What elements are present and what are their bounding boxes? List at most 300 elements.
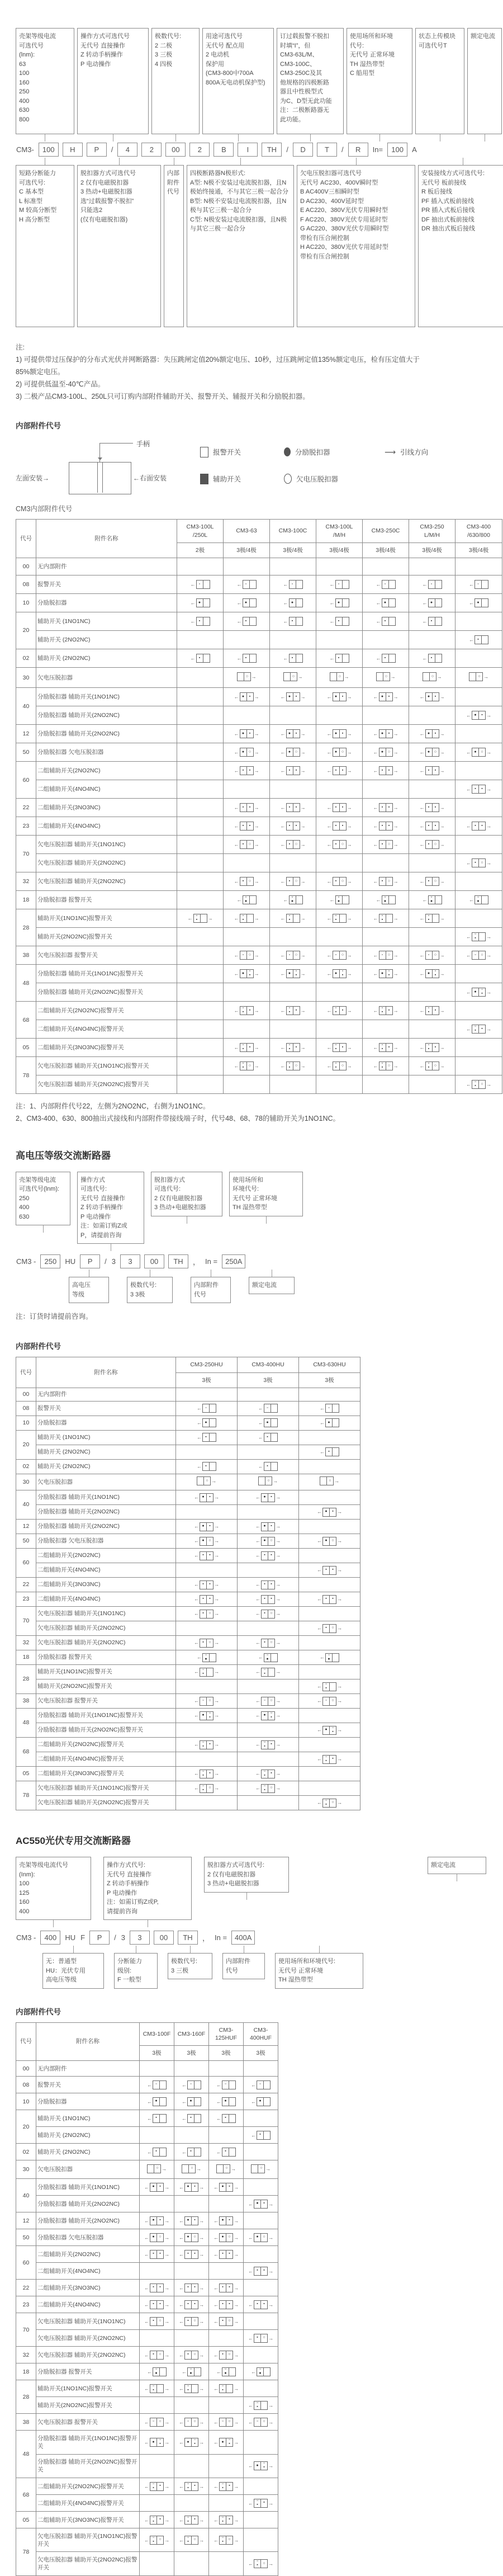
model-prefix: CM3 - <box>16 1933 36 1942</box>
accessory-code: 32 <box>16 872 36 891</box>
table-row <box>16 1490 360 1505</box>
accessory-cell <box>299 1563 360 1578</box>
lead-arrow-right: → <box>196 2165 201 2172</box>
accessory-name: 欠电压脱扣器 辅助开关(2NO2NC)报警开关 <box>36 2552 140 2575</box>
table-row <box>16 668 502 688</box>
accessory-icon: ← ▪ ▪ → <box>420 766 445 775</box>
accessory-cell <box>176 1665 238 1679</box>
accessory-cell <box>316 872 363 891</box>
table-row <box>16 2495 278 2512</box>
accessory-cell <box>174 2160 209 2179</box>
lead-arrow-right: → <box>199 2352 204 2358</box>
accessory-cell <box>177 983 224 1002</box>
table1-notes <box>16 1101 503 1125</box>
accessory-name: 分励脱扣器 报警开关 <box>36 2363 140 2380</box>
option-box-line: 额定电流 <box>471 33 495 40</box>
poles-header: 3极 <box>140 2045 174 2060</box>
lead-arrow-left: ← <box>326 1008 332 1014</box>
option-box-line: C 船用型 <box>350 70 374 77</box>
accessory-cell <box>455 612 502 631</box>
accessory-code: 28 <box>16 1665 36 1694</box>
accessory-name: 二组辅助开关(4NO4NC)报警开关 <box>36 1020 177 1039</box>
accessory-icon: ← ▪ ▪ → <box>281 766 306 775</box>
option-box-line: 125 <box>19 1889 30 1896</box>
option-box-line: 2 二极 <box>155 42 173 49</box>
accessory-cell <box>244 2061 278 2077</box>
accessory-cell <box>270 743 316 762</box>
accessory-cell <box>244 2179 278 2196</box>
accessory-cell <box>455 649 502 668</box>
accessory-name: 辅助开关(1NO1NC)报警开关 <box>36 909 177 928</box>
accessory-cell <box>409 780 455 799</box>
lead-arrow-right: → <box>297 673 303 680</box>
option-box <box>69 1277 109 1303</box>
accessory-cell <box>409 743 455 762</box>
accessory-name: 二组辅助开关(2NO2NC)报警开关 <box>36 1738 176 1752</box>
option-box-line: 代号 <box>167 188 179 195</box>
table-note-line: 注：1、内部附件代号22，左侧为2NO2NC，右侧为1NO1NC。 <box>16 1102 210 1111</box>
accessory-cell <box>299 1738 360 1752</box>
model-token: T <box>317 143 337 157</box>
accessory-cell <box>176 1723 238 1738</box>
accessory-cell <box>316 780 363 799</box>
accessory-cell <box>316 1002 363 1020</box>
accessory-cell <box>409 631 455 649</box>
lead-arrow-right: → <box>439 768 445 774</box>
lead-arrow-left: ← <box>255 1712 260 1719</box>
lead-arrow-left: ← <box>147 2369 152 2375</box>
accessory-icon: ← ▫ ○ → <box>373 951 398 960</box>
accessory-cell <box>244 2280 278 2296</box>
option-box-line: 无代号 正常环境 <box>350 51 395 58</box>
option-box-line: 操作方式代号: <box>107 1862 146 1869</box>
lead-arrow-left: ← <box>258 1464 263 1470</box>
accessory-name: 分励脱扣器 辅助开关(2NO2NC)报警开关 <box>36 1723 176 1738</box>
accessory-icon: ← ▫ ● <box>423 895 442 904</box>
table-row <box>16 1534 360 1549</box>
lead-arrow-left: ← <box>251 2132 256 2138</box>
lead-arrow-left: ← <box>422 600 428 606</box>
accessory-cell <box>455 631 502 649</box>
accessory-icon: ← ● ▫ ▪ → <box>248 2461 273 2470</box>
accessory-name: 分励脱扣器 <box>36 594 177 612</box>
accessory-cell <box>316 762 363 780</box>
lead-arrow-right: → <box>486 1026 491 1032</box>
pv-bottom-option-boxes <box>42 1946 503 1989</box>
accessory-icon: ← ▪ <box>423 654 442 663</box>
legend-label: 欠电压脱扣器 <box>296 475 339 484</box>
lead-arrow-right: → <box>337 1567 342 1573</box>
accessory-icon: ← ● <box>216 2097 236 2106</box>
option-box-line: 分断能力 <box>117 1958 142 1965</box>
lead-arrow-left: ← <box>373 823 378 829</box>
internal-accessory-heading-2: 内部附件代号 <box>16 1342 61 1351</box>
table-row <box>16 1388 360 1401</box>
lead-arrow-right: → <box>337 1727 342 1733</box>
lead-arrow-left: ← <box>234 916 239 922</box>
accessory-cell <box>455 836 502 854</box>
accessory-cell <box>409 891 455 909</box>
option-box <box>77 1172 144 1244</box>
lead-arrow-right: → <box>254 1063 259 1069</box>
table-row <box>16 1002 502 1020</box>
accessory-icon: ← ● ▫ ▪ → <box>194 1711 219 1719</box>
option-box <box>418 165 503 327</box>
accessory-cell <box>316 668 363 688</box>
accessory-icon: ← ▪ ▪ → <box>466 785 491 794</box>
accessory-cell <box>174 2246 209 2263</box>
lead-arrow-right: → <box>162 2165 167 2172</box>
lead-arrow-right: → <box>439 916 445 922</box>
accessory-cell <box>176 1388 238 1401</box>
accessory-code: 00 <box>16 1388 36 1401</box>
accessory-cell <box>299 1796 360 1810</box>
accessory-code: 10 <box>16 1416 36 1430</box>
lead-arrow-left: ← <box>147 2149 152 2155</box>
accessory-icon: ← ● ○ → <box>194 1537 219 1546</box>
accessory-icon: ← ▫ ○ → <box>327 951 352 960</box>
lead-arrow-left: ← <box>216 2098 221 2105</box>
accessory-cell <box>409 612 455 631</box>
accessory-cell <box>209 2263 244 2280</box>
lead-arrow-left: ← <box>179 2419 184 2425</box>
lead-arrow-left: ← <box>182 2082 187 2088</box>
lead-arrow-left: ← <box>144 2184 149 2190</box>
option-box-line: 800A无电动机保护型) <box>206 79 265 86</box>
option-box-line: 环境代号: <box>232 1186 259 1193</box>
notes-label: 注: <box>16 343 25 351</box>
lead-arrow-left: ← <box>280 971 286 977</box>
lead-arrow-left: ← <box>179 2218 184 2224</box>
accessory-name: 辅助开关 (2NO2NC) <box>36 649 177 668</box>
accessory-cell <box>140 2296 174 2313</box>
accessory-cell <box>177 780 224 799</box>
connector-line <box>190 1946 191 1953</box>
accessory-cell <box>455 1057 502 1075</box>
accessory-name: 二组辅助开关(2NO2NC) <box>36 2246 140 2263</box>
accessory-cell <box>140 2431 174 2454</box>
lead-arrow-right: → <box>207 916 213 922</box>
lead-arrow-left: ← <box>320 1405 325 1412</box>
poles-header: 3极 <box>176 1372 238 1388</box>
accessory-icon: ← ● ▫ ▪ → <box>280 969 306 978</box>
lead-arrow-right: → <box>276 1523 281 1530</box>
accessory-cell <box>409 1039 455 1057</box>
option-box-line: 可选代号T <box>419 42 447 49</box>
accessory-name: 分励脱扣器 辅助开关(1NO1NC)报警开关 <box>36 965 177 983</box>
lead-arrow-left: ← <box>182 2115 187 2121</box>
accessory-name: 欠电压脱扣器 辅助开关(2NO2NC) <box>36 854 177 872</box>
accessory-cell <box>270 612 316 631</box>
accessory-icon: ← ● ▪ → <box>179 2216 204 2225</box>
option-box-line: 注：如需订购Z或P, <box>107 1899 159 1906</box>
lead-arrow-left: ← <box>373 731 378 737</box>
accessory-icon: ← ▪ ○ → <box>248 2334 273 2343</box>
table-row <box>16 2552 278 2575</box>
lead-arrow-left: ← <box>144 2218 149 2224</box>
accessory-cell <box>209 2179 244 2196</box>
lead-arrow-left: ← <box>179 2483 184 2489</box>
accessory-icon: ← ▪ ○ → <box>234 877 259 886</box>
accessory-icon: ← ▫ ● <box>258 1653 278 1662</box>
lead-arrow-left: ← <box>234 842 239 848</box>
accessory-icon: ← ● ○ → <box>281 748 306 757</box>
option-box-line: B型: N极不安装过电流脱扣器，且N极与其它三极一起合分 <box>190 197 287 214</box>
table-row <box>16 1738 360 1752</box>
accessory-cell <box>316 1075 363 1094</box>
lead-arrow-right: → <box>234 2184 239 2190</box>
lead-arrow-left: ← <box>255 1771 260 1777</box>
accessory-code: 48 <box>16 1709 36 1738</box>
option-box-line: E AC220、380V光伏专用瞬时型 <box>300 207 388 214</box>
lead-arrow-left: ← <box>144 2517 149 2523</box>
lead-arrow-right: → <box>347 1063 352 1069</box>
accessory-icon: ← ▫ <box>320 1404 339 1413</box>
accessory-name: 二组辅助开关(4NO4NC)报警开关 <box>36 2495 140 2512</box>
table-header-row <box>16 2022 278 2045</box>
table-row <box>16 1549 360 1563</box>
accessory-icon: ← ● ○ → <box>420 748 445 757</box>
accessory-cell <box>174 2431 209 2454</box>
accessory-cell <box>224 946 270 965</box>
accessory-code: 38 <box>16 946 36 965</box>
accessory-cell <box>244 2414 278 2431</box>
accessory-cell <box>238 1505 299 1520</box>
option-box-line: 内部附件 <box>226 1958 250 1965</box>
lead-arrow-left: ← <box>234 952 239 959</box>
breaker-diagram <box>16 438 167 494</box>
lead-arrow-left: ← <box>419 1063 425 1069</box>
lead-arrow-left: ← <box>373 749 378 756</box>
accessory-icon: ← ▫ ▪ → <box>255 1667 281 1676</box>
option-box-line: 此功能。 <box>280 116 305 123</box>
lead-arrow-left: ← <box>466 823 471 829</box>
accessory-icon: ← ▫ <box>258 1404 278 1413</box>
option-box <box>16 28 74 134</box>
option-box <box>347 28 412 134</box>
option-box-line: 无代号 配点用 <box>206 42 245 49</box>
accessory-cell <box>209 2380 244 2397</box>
connector-line <box>319 1946 320 1953</box>
accessory-cell <box>409 1002 455 1020</box>
lead-arrow-right: → <box>337 1698 342 1704</box>
lead-arrow-left: ← <box>317 1538 322 1544</box>
lead-arrow-left: ← <box>326 731 332 737</box>
lead-arrow-left: ← <box>234 879 239 885</box>
lead-arrow-left: ← <box>317 1596 322 1602</box>
lead-arrow-left: ← <box>317 1698 322 1704</box>
model-token: ， <box>202 1934 210 1943</box>
accessory-cell <box>140 2330 174 2347</box>
lead-arrow-right: → <box>276 1698 281 1704</box>
accessory-icon: ← ▪ ○ → <box>327 877 352 886</box>
lead-arrow-left: ← <box>179 2537 184 2543</box>
accessory-cell <box>238 1578 299 1592</box>
accessory-code: 60 <box>16 762 36 799</box>
accessory-code: 08 <box>16 1401 36 1416</box>
accessory-cell <box>209 2330 244 2347</box>
accessory-code: 38 <box>16 2414 36 2431</box>
option-box-line: (仅有电磁脱扣器) <box>80 216 128 223</box>
accessory-name: 无内部附件 <box>36 1388 176 1401</box>
lead-arrow-left: ← <box>466 952 471 959</box>
accessory-cell <box>238 1490 299 1505</box>
accessory-cell <box>244 2552 278 2575</box>
lead-arrow-right: → <box>254 1045 259 1051</box>
lead-arrow-left: ← <box>255 1582 260 1588</box>
accessory-name: 欠电压脱扣器 辅助开关(2NO2NC) <box>36 1621 176 1636</box>
accessory-icon: ← ▪ <box>251 2131 271 2140</box>
table-row <box>16 2347 278 2363</box>
model-token: TH <box>178 1931 198 1945</box>
accessory-cell <box>409 965 455 983</box>
lead-arrow-right: → <box>393 823 398 829</box>
table-row <box>16 1665 360 1679</box>
accessory-icon: ← ▫ ▪ ▪ → <box>179 2515 204 2523</box>
accessory-name: 辅助开关(2NO2NC)报警开关 <box>36 1679 176 1694</box>
lead-arrow-left: ← <box>422 655 428 661</box>
model-rated-current: 400A <box>231 1931 255 1945</box>
accessory-name: 二组辅助开关(4NO4NC) <box>36 780 177 799</box>
accessory-icon: ← ● ▫ ▪ → <box>255 1711 281 1719</box>
option-box-line: 注：如需订购Z或 <box>80 1223 127 1230</box>
accessory-icon: ← ▫ ● <box>182 2367 201 2376</box>
hv-note: 注：订货时请提前咨询。 <box>16 1313 93 1321</box>
accessory-cell <box>363 1075 409 1094</box>
accessory-cell <box>316 1039 363 1057</box>
accessory-cell <box>209 2212 244 2229</box>
accessory-name: 辅助开关(2NO2NC)报警开关 <box>36 928 177 946</box>
lead-arrow-right: → <box>276 1669 281 1675</box>
table-row <box>16 2127 278 2144</box>
lead-arrow-left: ← <box>376 600 381 606</box>
option-box-line: P 电动操作 <box>80 1213 111 1220</box>
accessory-icon: ← ▪ ○ → <box>466 858 491 867</box>
model-column-header: CM3-400HU <box>238 1357 299 1372</box>
accessory-cell <box>238 1563 299 1578</box>
accessory-cell <box>177 1075 224 1094</box>
accessory-cell <box>238 1665 299 1679</box>
option-box <box>187 165 294 327</box>
accessory-icon: ← ▪ <box>147 2148 167 2157</box>
accessory-icon: ← ▫ ▪ → <box>373 914 398 922</box>
option-box-line: 器且中性极型式 <box>280 88 323 95</box>
accessory-cell <box>238 1459 299 1474</box>
option-box <box>415 28 464 134</box>
lead-arrow-left: ← <box>255 1494 260 1501</box>
option-box-line: 只能选2 <box>80 207 103 214</box>
accessory-icon: ← ● ▪ → <box>327 729 352 738</box>
right-mount-label: ←右面安装 <box>133 474 167 483</box>
option-box-line: 附件 <box>167 179 179 186</box>
accessory-icon: ← ● ▪ → <box>373 729 398 738</box>
table-row <box>16 2110 278 2127</box>
lead-arrow-right: → <box>234 2352 239 2358</box>
accessory-icon: ← ▪ ▪ → <box>420 803 445 812</box>
accessory-icon: ← ▪ ○ → <box>194 1639 219 1648</box>
lead-arrow-right: → <box>214 1582 219 1588</box>
lead-arrow-right: → <box>199 2184 204 2190</box>
accessory-icon: ○ → <box>251 2164 271 2173</box>
lead-arrow-right: → <box>164 2184 169 2190</box>
lead-arrow-left: ← <box>179 2285 184 2291</box>
lead-arrow-left: ← <box>466 989 471 996</box>
accessory-cell <box>140 2246 174 2263</box>
accessory-cell <box>244 2495 278 2512</box>
accessory-icon: ← ▪ ▪ → <box>373 766 398 775</box>
accessory-code: 50 <box>16 743 36 762</box>
lead-arrow-right: → <box>214 1712 219 1719</box>
accessory-cell <box>176 1534 238 1549</box>
code-column-header: 代号 <box>16 1357 36 1388</box>
accessory-code: 22 <box>16 2280 36 2296</box>
lead-arrow-left: ← <box>376 655 381 661</box>
accessory-name: 二组辅助开关(4NO4NC) <box>36 2263 140 2280</box>
accessory-cell <box>224 872 270 891</box>
accessory-cell <box>174 2347 209 2363</box>
option-box-line: 无代号 直接操作 <box>80 42 126 49</box>
option-box-line: 可选代号: <box>19 179 46 186</box>
lead-arrow-right: → <box>214 1494 219 1501</box>
model-token: / <box>286 145 289 154</box>
accessory-cell <box>299 1723 360 1738</box>
table-row <box>16 649 502 668</box>
model-suffix-label: In = <box>205 1257 218 1266</box>
lead-arrow-left: ← <box>317 1800 322 1806</box>
accessory-code: 48 <box>16 2431 36 2478</box>
table-row <box>16 909 502 928</box>
model-token: 400 <box>40 1931 60 1945</box>
accessory-cell <box>455 983 502 1002</box>
accessory-cell <box>316 725 363 743</box>
option-box-line: 内部 <box>167 170 179 177</box>
lead-arrow-right: → <box>276 1596 281 1602</box>
option-box <box>127 1277 173 1303</box>
model-column-header: CM3-125HUF <box>209 2022 244 2045</box>
lead-arrow-right: → <box>231 2165 236 2172</box>
accessory-cell <box>140 2380 174 2397</box>
lead-arrow-right: → <box>199 2218 204 2224</box>
lead-arrow-right: → <box>439 805 445 811</box>
accessory-cell <box>244 2330 278 2347</box>
lead-arrow-left: ← <box>213 2234 219 2240</box>
accessory-icon: ← ▫ ● <box>251 2367 271 2376</box>
accessory-cell <box>316 575 363 594</box>
accessory-cell <box>363 872 409 891</box>
accessory-icon: ← ▪ ○ → <box>281 877 306 886</box>
accessory-table <box>16 519 502 1094</box>
lead-arrow-left: ← <box>419 842 425 848</box>
option-box-line: 400 <box>19 1204 30 1211</box>
option-box-line: 630 <box>19 107 30 114</box>
table-row <box>16 2144 278 2160</box>
lead-arrow-left: ← <box>419 749 425 756</box>
accessory-icon: ← ▪ ▪ → <box>234 822 259 831</box>
lead-arrow-right: → <box>276 1582 281 1588</box>
accessory-icon: ← ▪ ○ → <box>255 1639 281 1648</box>
model-prefix: CM3- <box>16 145 34 154</box>
cm3-top-option-boxes <box>16 28 503 141</box>
lead-arrow-left: ← <box>469 600 474 606</box>
accessory-cell <box>244 2363 278 2380</box>
legend-label: 分励脱扣器 <box>295 449 330 457</box>
lead-arrow-left: ← <box>280 916 286 922</box>
lead-arrow-left: ← <box>258 1420 263 1426</box>
lead-arrow-left: ← <box>280 694 286 700</box>
lead-arrow-right: → <box>300 805 306 811</box>
poles-header: 3极/4极 <box>316 542 363 558</box>
accessory-cell <box>177 872 224 891</box>
